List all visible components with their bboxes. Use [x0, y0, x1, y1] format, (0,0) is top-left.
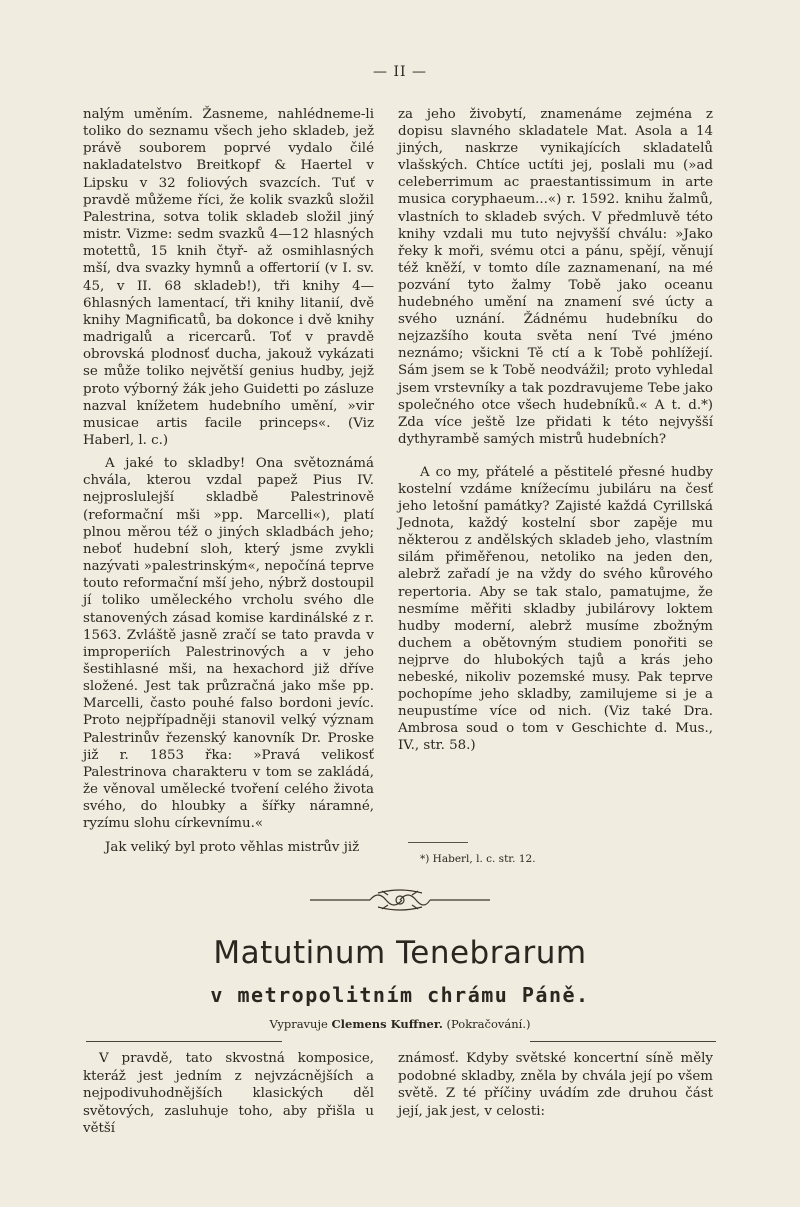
- footnote: *) Haberl, l. c. str. 12.: [420, 853, 536, 865]
- ornament-divider-icon: [300, 885, 500, 915]
- byline: [0, 1017, 800, 1031]
- paragraph: známosť. Kdyby světské koncertní síně měly podobné skladby, zněla by chvála její po všem světě. Z té příčiny uvádím zde druhou část její, jak jest, v celosti:: [398, 1051, 713, 1119]
- byline-prefix: Vypravuje: [269, 1017, 328, 1031]
- divider-right: [530, 1041, 716, 1042]
- byline-suffix: (Pokračování.): [446, 1017, 531, 1031]
- paragraph: za jeho živobytí, znamenáme zejména z dopisu slavného skladatele Mat. Asola a 14 jiných, naskrze vynikajících skladatelů vlašských. Chtíce uctíti jej, poslali mu (»ad celeberrimum ac praestantissimum in arte musica coryphaeum...«) r. 1592. knihu žalmů, vlastních to skladeb svých. V předmluvě této knihy vzdali mu tuto nejvyšší chválu: »Jako řeky k moři, svému otci a pánu, spějí, věnují též kněží, v tomto díle zaznamenaní, na mé pozvání tyto žalmy Tobě jako oceanu hudebného umění na znamení své úcty a svého uznání. Žádnému hudebníku do nejzazšího kouta světa není Tvé jméno neznámo; všickni Tě ctí a k Tobě pohlížejí. Sám jsem se k Tobě neodvážil; proto vyhledal jsem vrstevníky a tak pozdravujeme Tebe jako společného otce všech hudebníků.« A t. d.*) Zda více ještě lze přidati k této nejvyšší dythyrambě samých mistrů hudebních?: [398, 107, 713, 447]
- article1-column-left: [83, 106, 374, 856]
- paragraph: nalým uměním. Žasneme, nahlédneme-li toliko do seznamu všech jeho skladeb, jež právě souborem poprvé vydalo čilé nakladatelstvo Breitkopf & Haertel v Lipsku v 32 foliových svazcích. Tuť v pravdě můžeme říci, že kolik svazků složil Palestrina, sotva tolik skladeb složil jiný mistr. Vizme: sedm svazků 4—12 hlasných motettů, 15 knih čtyř- až osmihlasných mší, dva svazky hymnů a offertorií (v I. sv. 45, v II. 68 skladeb!), tři knihy 4—6hlasných lamentací, tři knihy litanií, dvě knihy Magnificatů, ba dokonce i dvě knihy madrigalů a ricercarů. Toť v pravdě obrovská plodnosť ducha, jakouž vykázati se může toliko největší genius hudby, jejž proto výborný žák jeho Guidetti po zásluze nazval knížetem hudebního umění, »vir musicae artis facile princeps«. (Viz Haberl, l. c.): [83, 107, 374, 448]
- page-number: — II —: [373, 64, 427, 80]
- article-subtitle: v metropolitním chrámu Páně.: [210, 983, 590, 1007]
- paragraph: A co my, přátelé a pěstitelé přesné hudby kostelní vzdáme knížecímu jubiláru na česť jeho letošní památky? Zajisté každá Cyrillská Jednota, každý kostelní sbor zapěje mu některou z andělských skladeb jeho, vlastním silám přiměřenou, netoliko na jeden den, alebrž zařadí je na vždy do svého kůrového repertoria. Aby se tak stalo, pamatujme, že nesmíme měřiti skladby jubilárovy loktem hudby moderní, alebrž musíme zbožným duchem a obětovným studiem ponořiti se nejprve do hlubokých tajů a krás jeho nebeské, nikoliv pozemské musy. Pak teprve pochopíme jeho skladby, zamilujeme si je a neupustíme více od nich. (Viz také Dra. Ambrosa soud o tom v Geschichte d. Mus., IV., str. 58.): [398, 464, 713, 754]
- paragraph: A jaké to skladby! Ona světoznámá chvála, kterou vzdal papež Pius IV. nejproslulejší skladbě Palestrinově (reformační mši »pp. Marcelli«), platí plnou měrou též o jiných skladbách jeho; neboť hudební sloh, který jsme zvykli nazývati »palestrinským«, nepočíná teprve touto reformační mší jeho, nýbrž dostoupil jí toliko uměleckého vrcholu svého dle stanovených zásad komise kardinálské z r. 1563. Zvláště jasně zračí se tato pravda v improperiích Palestrinových a v jeho šestihlasné mši, na hexachord již dříve složené. Jest tak průzračná jako mše pp. Marcelli, často pouhé falso bordoni jevíc. Proto nejpřípadněji stanovil velký význam Palestrinův řezenský kanovník Dr. Proske již r. 1853 řka: »Pravá velikosť Palestrinova charakteru v tom se zakládá, že věnoval umělecké tvoření celého života svého, do hloubky a šířky náramné, ryzímu slohu církevnímu.«: [83, 456, 374, 832]
- article-title: Matutinum Tenebrarum: [213, 935, 587, 971]
- byline-author: Clemens Kuffner.: [331, 1017, 443, 1031]
- paragraph: V pravdě, tato skvostná komposice, kteráž jest jedním z nejvzácnějších a nejpodivuhodnějších klasických děl světových, zasluhuje toho, aby přišla u větší: [83, 1051, 374, 1136]
- article2-column-right: [398, 1050, 713, 1120]
- divider-left: [86, 1041, 282, 1042]
- footnote-divider: [408, 842, 468, 843]
- article1-column-right: [398, 106, 713, 754]
- paragraph: Jak veliký byl proto věhlas mistrův již: [105, 839, 360, 855]
- article2-column-left: [83, 1050, 374, 1138]
